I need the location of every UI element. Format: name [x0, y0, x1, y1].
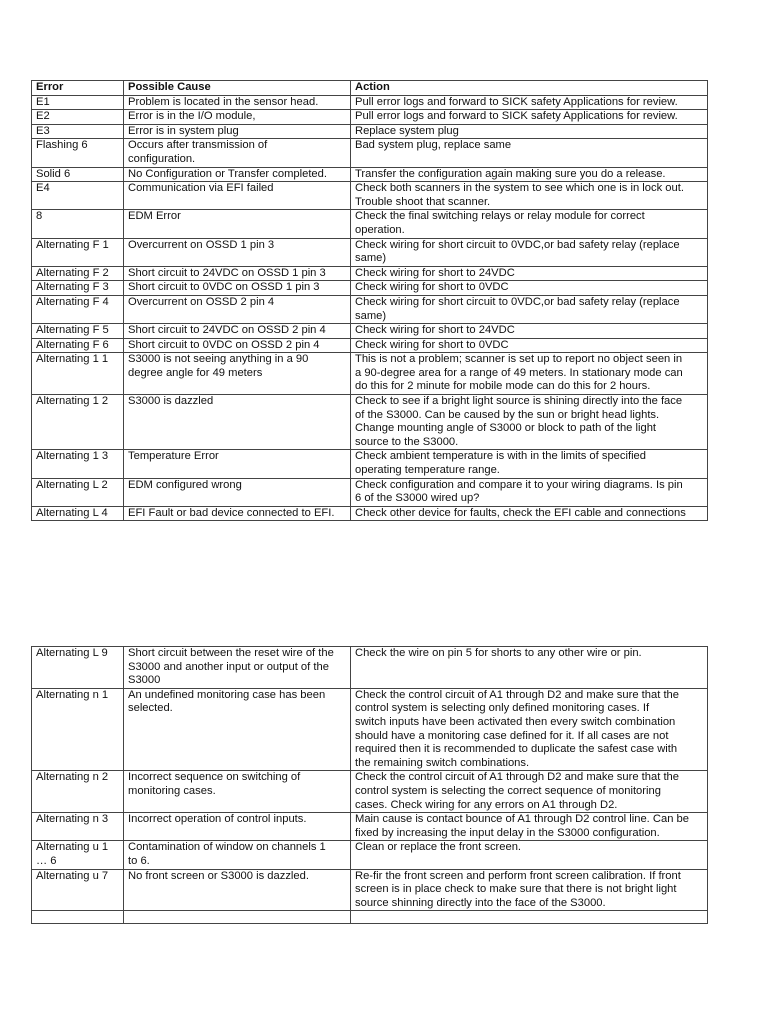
- action-cell: Check wiring for short to 24VDC: [351, 266, 708, 281]
- action-cell: Check wiring for short to 24VDC: [351, 324, 708, 339]
- error-code-cell: Alternating 1 1: [32, 353, 124, 395]
- possible-cause-cell: Short circuit between the reset wire of the S3000 and another input or output of the S3000: [124, 647, 351, 689]
- header-error: Error: [32, 81, 124, 96]
- error-code-cell: Alternating F 6: [32, 338, 124, 353]
- possible-cause-cell: Temperature Error: [124, 450, 351, 478]
- table-row: [32, 813, 708, 841]
- possible-cause-cell: Problem is located in the sensor head.: [124, 95, 351, 110]
- error-code-cell: E3: [32, 124, 124, 139]
- table-row: [32, 324, 708, 339]
- error-code-cell: Alternating L 9: [32, 647, 124, 689]
- possible-cause-cell: Contamination of window on channels 1 to 6.: [124, 841, 351, 869]
- possible-cause-cell: Incorrect operation of control inputs.: [124, 813, 351, 841]
- action-cell: Main cause is contact bounce of A1 through D2 control line. Can be fixed by increasing the input delay in the S3000 configuration.: [351, 813, 708, 841]
- action-cell: Check both scanners in the system to see which one is in lock out. Trouble shoot that scanner.: [351, 182, 708, 210]
- possible-cause-cell: Short circuit to 0VDC on OSSD 1 pin 3: [124, 281, 351, 296]
- action-cell: Bad system plug, replace same: [351, 139, 708, 167]
- table-row: [32, 95, 708, 110]
- action-cell: Check the control circuit of A1 through D2 and make sure that the control system is selecting the correct sequence of monitoring cases. Check wiring for any errors on A1 through D2.: [351, 771, 708, 813]
- error-code-cell: Alternating 1 2: [32, 395, 124, 450]
- error-code-cell: Flashing 6: [32, 139, 124, 167]
- table-row: [32, 238, 708, 266]
- error-table-2-body: [32, 647, 708, 924]
- error-code-cell: Alternating n 2: [32, 771, 124, 813]
- possible-cause-cell: No front screen or S3000 is dazzled.: [124, 869, 351, 911]
- error-code-cell: [32, 911, 124, 924]
- error-code-cell: Alternating F 3: [32, 281, 124, 296]
- table-row: [32, 266, 708, 281]
- action-cell: Check ambient temperature is with in the limits of specified operating temperature range.: [351, 450, 708, 478]
- action-cell: Check other device for faults, check the EFI cable and connections: [351, 506, 708, 521]
- action-cell: [351, 911, 708, 924]
- table-row: [32, 110, 708, 125]
- table-row: [32, 338, 708, 353]
- action-cell: Check configuration and compare it to your wiring diagrams. Is pin 6 of the S3000 wired up?: [351, 478, 708, 506]
- error-code-cell: E2: [32, 110, 124, 125]
- header-action: Action: [351, 81, 708, 96]
- error-code-cell: E1: [32, 95, 124, 110]
- possible-cause-cell: EFI Fault or bad device connected to EFI.: [124, 506, 351, 521]
- error-table-1-body: [32, 95, 708, 521]
- table-row: [32, 395, 708, 450]
- action-cell: Check wiring for short to 0VDC: [351, 338, 708, 353]
- possible-cause-cell: Occurs after transmission of configuration.: [124, 139, 351, 167]
- error-code-cell: Alternating n 3: [32, 813, 124, 841]
- table-row: [32, 869, 708, 911]
- possible-cause-cell: No Configuration or Transfer completed.: [124, 167, 351, 182]
- table-row: [32, 353, 708, 395]
- error-table-2: [31, 646, 708, 924]
- table-row: [32, 911, 708, 924]
- possible-cause-cell: An undefined monitoring case has been selected.: [124, 688, 351, 771]
- error-code-cell: Alternating u 7: [32, 869, 124, 911]
- error-code-cell: Alternating n 1: [32, 688, 124, 771]
- table-row: [32, 124, 708, 139]
- table-row: [32, 688, 708, 771]
- table-row: [32, 647, 708, 689]
- action-cell: Check the control circuit of A1 through D2 and make sure that the control system is selecting only defined monitoring cases. If switch inputs have been activated then every switch combination should have a monitoring case defined for it. If all cases are not required then it is recommended to duplicate the safest case with the remaining switch combinations.: [351, 688, 708, 771]
- error-code-cell: Alternating u 1 … 6: [32, 841, 124, 869]
- header-row: [32, 81, 708, 96]
- table-row: [32, 182, 708, 210]
- possible-cause-cell: [124, 911, 351, 924]
- possible-cause-cell: Short circuit to 24VDC on OSSD 1 pin 3: [124, 266, 351, 281]
- table-row: [32, 450, 708, 478]
- error-code-cell: Alternating F 2: [32, 266, 124, 281]
- error-code-cell: Alternating 1 3: [32, 450, 124, 478]
- action-cell: Check wiring for short circuit to 0VDC,or bad safety relay (replace same): [351, 238, 708, 266]
- table-row: [32, 210, 708, 238]
- table-row: [32, 771, 708, 813]
- table-row: [32, 841, 708, 869]
- possible-cause-cell: Short circuit to 24VDC on OSSD 2 pin 4: [124, 324, 351, 339]
- error-code-cell: Solid 6: [32, 167, 124, 182]
- action-cell: Check to see if a bright light source is shining directly into the face of the S3000. Can be caused by the sun or bright head lights. Change mounting angle of S3000 or block to path of the light source to the S3000.: [351, 395, 708, 450]
- action-cell: Pull error logs and forward to SICK safety Applications for review.: [351, 95, 708, 110]
- action-cell: Replace system plug: [351, 124, 708, 139]
- header-possible-cause: Possible Cause: [124, 81, 351, 96]
- table-row: [32, 139, 708, 167]
- possible-cause-cell: Error is in the I/O module,: [124, 110, 351, 125]
- action-cell: Check wiring for short circuit to 0VDC,or bad safety relay (replace same): [351, 295, 708, 323]
- error-code-cell: Alternating L 2: [32, 478, 124, 506]
- action-cell: Check the final switching relays or relay module for correct operation.: [351, 210, 708, 238]
- possible-cause-cell: S3000 is not seeing anything in a 90 degree angle for 49 meters: [124, 353, 351, 395]
- error-code-cell: E4: [32, 182, 124, 210]
- action-cell: Check the wire on pin 5 for shorts to any other wire or pin.: [351, 647, 708, 689]
- action-cell: Check wiring for short to 0VDC: [351, 281, 708, 296]
- action-cell: Pull error logs and forward to SICK safety Applications for review.: [351, 110, 708, 125]
- error-code-cell: Alternating F 5: [32, 324, 124, 339]
- possible-cause-cell: EDM configured wrong: [124, 478, 351, 506]
- action-cell: This is not a problem; scanner is set up to report no object seen in a 90-degree area for a range of 49 meters. In stationary mode can do this for 2 minute for mobile mode can do this for 2 hours.: [351, 353, 708, 395]
- table-row: [32, 281, 708, 296]
- possible-cause-cell: Communication via EFI failed: [124, 182, 351, 210]
- error-code-cell: 8: [32, 210, 124, 238]
- table-row: [32, 506, 708, 521]
- error-code-cell: Alternating F 1: [32, 238, 124, 266]
- error-code-cell: Alternating L 4: [32, 506, 124, 521]
- table-row: [32, 295, 708, 323]
- possible-cause-cell: Overcurrent on OSSD 1 pin 3: [124, 238, 351, 266]
- action-cell: Clean or replace the front screen.: [351, 841, 708, 869]
- possible-cause-cell: Short circuit to 0VDC on OSSD 2 pin 4: [124, 338, 351, 353]
- error-table-1: [31, 80, 708, 521]
- possible-cause-cell: Error is in system plug: [124, 124, 351, 139]
- possible-cause-cell: Incorrect sequence on switching of monitoring cases.: [124, 771, 351, 813]
- error-code-cell: Alternating F 4: [32, 295, 124, 323]
- action-cell: Re-fir the front screen and perform front screen calibration. If front screen is in place check to make sure that there is not bright light source shinning directly into the face of the S3000.: [351, 869, 708, 911]
- table-row: [32, 478, 708, 506]
- possible-cause-cell: Overcurrent on OSSD 2 pin 4: [124, 295, 351, 323]
- possible-cause-cell: S3000 is dazzled: [124, 395, 351, 450]
- possible-cause-cell: EDM Error: [124, 210, 351, 238]
- table-row: [32, 167, 708, 182]
- action-cell: Transfer the configuration again making sure you do a release.: [351, 167, 708, 182]
